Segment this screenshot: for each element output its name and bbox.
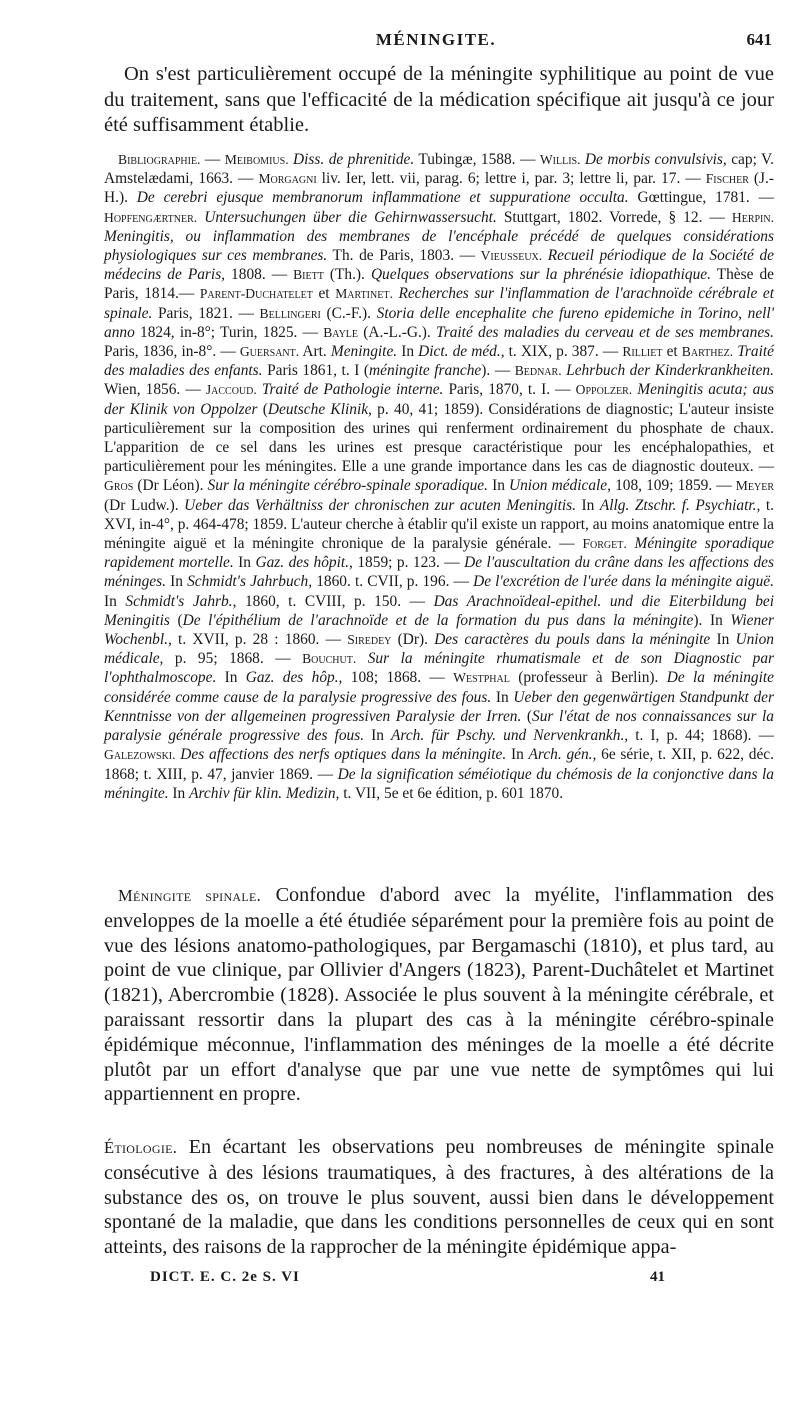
citation-author: Meyer [735, 478, 774, 494]
citation-text: ). In [693, 611, 731, 629]
citation-text: (Dr). [391, 631, 435, 649]
citation-author: Barthez. [681, 344, 734, 360]
citation-title: Traité de Pathologie interne. [256, 381, 444, 399]
citation-title: De l'auscultation du crâne dans les affections des méninges. [104, 554, 774, 591]
citation-author: Forget. [582, 536, 627, 552]
citation-text: — [200, 151, 225, 168]
citation-text: 1824, in-8°; Turin, 1825. — [134, 323, 324, 341]
citation-text: p. 95; 1868. — [163, 650, 303, 668]
printer-signature: DICT. E. C. 2e S. VI [150, 1269, 300, 1285]
citation-title: Quelques observations sur la phrénésie idiopathique. [370, 266, 711, 284]
citation-title: Gaz. des hôp., [245, 669, 343, 687]
citation-title: Traité des maladies du cerveau et de ses membranes. [436, 323, 774, 341]
citation-text: ( [521, 707, 533, 725]
citation-text: 108, 109; 1859. — [610, 477, 736, 495]
citation-author: Bednar. [514, 363, 562, 379]
page-header [100, 30, 772, 54]
citation-title: Union médicale, [104, 631, 774, 668]
citation-title: De l'épithélium de l'arachnoïde et de la formation du pus dans la méningite [182, 611, 694, 629]
etiology-paragraph [104, 1135, 774, 1260]
citation-text: et [312, 285, 336, 303]
citation-text: In [397, 343, 419, 361]
citation-text: ( [257, 400, 268, 418]
citation-text: In [364, 727, 392, 745]
citation-text: In [168, 784, 190, 802]
citation-title: méningite franche [369, 362, 482, 380]
citation-author: Galezowski. [104, 747, 176, 763]
citation-text: p. 40, 41; 1859). Considérations de diagnostic; L'auteur insiste particulièrement sur la composition des urines qui renferment ordinairement du phosphate de chaux. L'apparition de ce sel dans les urines est presque caractéristique pour les encéphalopathies, et particulièrement pour les méningites. Elle a une grande importance dans les cas de diagnostic douteux. — [104, 400, 774, 476]
citation-title: Meningitis acuta; aus der Klinik von Oppolzer [104, 381, 774, 418]
page-number: 641 [746, 30, 772, 49]
citation-title: Dict. de méd., [418, 343, 505, 361]
citation-text: Paris 1861, t. I ( [262, 362, 369, 380]
citation-title: Sur la méningite rhumatismale et de son Diagnostic par l'ophthalmoscope. [104, 650, 774, 687]
citation-title: Recherches sur l'inflammation de l'arachnoïde cérébrale et spinale. [104, 285, 774, 322]
citation-author: Parent-Duchatelet [199, 286, 313, 302]
citation-text: In [104, 592, 126, 610]
citation-author: Siredey [347, 632, 392, 648]
citation-title: Gaz. des hôpit., [255, 554, 353, 572]
citation-text: Gœttingue, 1781. — [628, 189, 774, 207]
citation-text: 1860. t. CVII, p. 196. — [312, 573, 474, 591]
citation-text: 108; 1868. — [342, 669, 454, 687]
spinal-meningitis-text: Confondue d'abord avec la myélite, l'inflammation des enveloppes de la moelle a été étudiée séparément pour la première fois au point de vue des lésions anatomo-pathologiques, par Bergamaschi (1810), et plus tard, au point de vue clinique, par Ollivier d'Angers (1823), Parent-Duchâtelet et Martinet (1821), Abercrombie (1828). Associée le plus souvent à la méningite cérébrale, et paraissant ressortir dans la plupart des cas à la méningite cérébro-spinale épidémique méconnue, l'inflammation des méninges de la moelle a été décrite plutôt par un effort d'analyse que par une vue nette de symptômes qui lui appartiennent en propre. [104, 884, 774, 1106]
citation-title: Deutsche Klinik, [267, 400, 372, 418]
citation-author: Vieusseux. [480, 248, 543, 264]
citation-author: Morgagni [258, 171, 317, 187]
citation-author: Bouchut. [302, 651, 357, 667]
citation-title: Lehrbuch der Kinderkrankheiten. [561, 362, 774, 380]
citation-author: Biett [293, 267, 324, 283]
citation-author: Oppolzer. [575, 382, 633, 398]
citation-title: Méningite sporadique rapidement mortelle. [104, 535, 774, 572]
citation-title: Diss. de phrenitide. [288, 151, 415, 168]
citation-text: (J.-H.). [104, 170, 774, 207]
citation-author: Willis. [539, 152, 581, 167]
citation-author: Fischer [705, 171, 749, 187]
citation-title: Ueber das Verhältniss der chronischen zur acuten Meningitis. [184, 496, 577, 514]
citation-title: Meningitis, ou inflammation des membranes de l'encéphale précédé de quelques considérations physiologiques sur ces membranes. [104, 227, 774, 265]
citation-title: Wiener Wochenbl., [104, 611, 774, 649]
citation-title: Untersuchungen über die Gehirnwassersucht. [197, 208, 497, 226]
citation-author: Rilliet [622, 344, 663, 360]
citation-title: De la signification séméiotique du chémosis de la conjonctive dans la méningite. [104, 765, 774, 802]
citation-text: t. XIX, p. 387. — [504, 343, 623, 361]
citation-text: ). — [481, 362, 515, 380]
citation-title: Union médicale, [509, 477, 611, 495]
citation-author: Gros [104, 478, 134, 494]
citation-author: Jaccoud. [205, 382, 257, 398]
spinal-meningitis-paragraph [104, 883, 774, 1107]
citation-text: In [576, 496, 600, 514]
citation-title: Allg. Ztschr. f. Psychiatr., [599, 496, 761, 514]
citation-text: Paris, 1870, t. I. — [443, 381, 576, 399]
etiology-heading: Étiologie. [104, 1138, 178, 1157]
citation-author: Bayle [323, 324, 359, 340]
bibliography-heading: Bibliographie. [118, 152, 201, 167]
citation-text: In [233, 554, 256, 572]
citation-text: (professeur à Berlin). [509, 669, 667, 687]
citation-author: Bellingeri [259, 305, 321, 321]
citation-author: Hopfengærtner. [104, 209, 198, 225]
spinal-meningitis-heading: Méningite spinale. [118, 886, 262, 905]
citation-text: (Dr Léon). [133, 477, 208, 495]
citation-text: 6e série, t. XII, p. 622, déc. 1868; t. XIII, p. 47, janvier 1869. — [104, 746, 774, 783]
citation-title: Ueber den gegenwärtigen Standpunkt der Kenntnisse von der allgemeinen progressiven Paralysie der Irren. [104, 688, 775, 725]
citation-author: Guersant. [239, 344, 300, 360]
citation-title: Arch. gén., [528, 746, 597, 764]
citation-title: De l'excrétion de l'urée dans la méningite aiguë. [473, 573, 774, 591]
citation-text: t. VII, 5e et 6e édition, p. 601 1870. [339, 784, 564, 802]
citation-title: Schmidt's Jahrbuch, [187, 573, 313, 591]
citation-text: Stuttgart, 1802. Vorrede, § 12. — [496, 208, 732, 226]
citation-title: Meningite. [330, 343, 398, 361]
citation-author: Westphal [453, 670, 510, 686]
citation-text: In [710, 631, 736, 649]
citation-text: 1859; p. 123. — [352, 554, 465, 572]
citation-text: Paris, 1821. — [152, 304, 260, 322]
citation-text: Art. [299, 343, 331, 361]
citation-text: Th. de Paris, 1803. — [327, 247, 481, 265]
etiology-text: En écartant les observations peu nombreuses de méningite spinale consécutive à des lésions traumatiques, à des fractures, à des altérations de la substance des os, on trouve le plus souvent, aussi bien dans le développement spontané de la maladie, que dans les conditions personnelles de ceux qui en sont atteints, des raisons de la rapprocher de la méningite épidémique appa- [104, 1136, 774, 1259]
citation-text: (Th.). [323, 266, 371, 284]
citation-title: Archiv für klin. Medizin, [189, 784, 340, 802]
citation-text: (A.-L.-G.). [358, 323, 436, 341]
sheet-number: 41 [650, 1269, 665, 1285]
citation-title: Schmidt's Jahrb., [125, 592, 237, 610]
citation-text: In [491, 688, 514, 706]
citation-text: (Dr Ludw.). [104, 496, 185, 514]
citation-text: 1808. — [225, 266, 294, 284]
citation-title: De la méningite considérée comme cause de la paralysie progressive des fous. [104, 669, 774, 706]
citation-title: Arch. für Pschy. und Nervenkrankh., [391, 727, 629, 745]
citation-text: Thèse de Paris, 1814.— [104, 266, 774, 303]
citation-text: Tubingæ, 1588. — [414, 151, 540, 168]
citation-title: De cerebri ejusque membranorum inflammatione et suppuratione occulta. [136, 189, 629, 207]
running-head: MÉNINGITE. [375, 30, 497, 49]
citation-text: Wien, 1856. — [104, 381, 206, 399]
citation-text: liv. Ier, lett. vii, parag. 6; lettre i, par. 3; lettre li, par. 17. — [316, 170, 706, 188]
citation-text: ( [169, 611, 183, 629]
citation-text: t. XVI, in-4°, p. 464-478; 1859. L'auteur cherche à établir qu'il existe un rapport, au moins anatomique entre la méningite aiguë et la méningite chronique de la paralysie générale. — [104, 496, 774, 553]
citation-title: Storia delle encephalite che fureno epidemiche in Torino, nell' anno [104, 304, 774, 341]
citation-text: 1860, t. CVIII, p. 150. — [236, 592, 434, 610]
citation-text: (C.-F.). [320, 304, 377, 322]
bibliography-paragraph [104, 150, 774, 803]
citation-title: Des caractères du pouls dans la méningite [434, 631, 711, 649]
citation-text: In [506, 746, 529, 764]
citation-text: t. I, p. 44; 1868). — [628, 727, 774, 745]
citation-text: cap; V. Amstelædami, 1663. — [104, 151, 775, 188]
citation-text: Paris, 1836, in-8°. — [104, 343, 240, 361]
citation-text: et [662, 343, 682, 361]
citation-author: Meibomius. [224, 152, 289, 167]
citation-text: In [487, 477, 509, 495]
intro-paragraph: On s'est particulièrement occupé de la méningite syphilitique au point de vue du traitement, sans que l'efficacité de la médication spécifique ait jusqu'à ce jour été suffisamment établie. [104, 63, 774, 136]
citation-text: In [216, 669, 246, 687]
citation-title: Das Arachnoïdeal-epithel. und die Eiterbildung bei Meningitis [104, 592, 774, 629]
citation-title: Sur l'état de nos connaissances sur la paralysie générale progressive des fous. [104, 707, 774, 745]
page-footer [150, 1269, 700, 1291]
citation-title: Des affections des nerfs optiques dans la méningite. [175, 746, 507, 764]
citation-title: Traité des maladies des enfants. [104, 343, 774, 380]
citation-title: De morbis convulsivis, [580, 151, 727, 168]
citation-author: Martinet. [335, 286, 393, 302]
citation-title: Recueil périodique de la Société de médecins de Paris, [104, 247, 774, 284]
citation-text: In [165, 573, 188, 591]
citation-title: Sur la méningite cérébro-spinale sporadique. [207, 477, 488, 495]
citation-text: t. XVII, p. 28 : 1860. — [171, 631, 348, 649]
citation-author: Herpin. [731, 209, 774, 225]
